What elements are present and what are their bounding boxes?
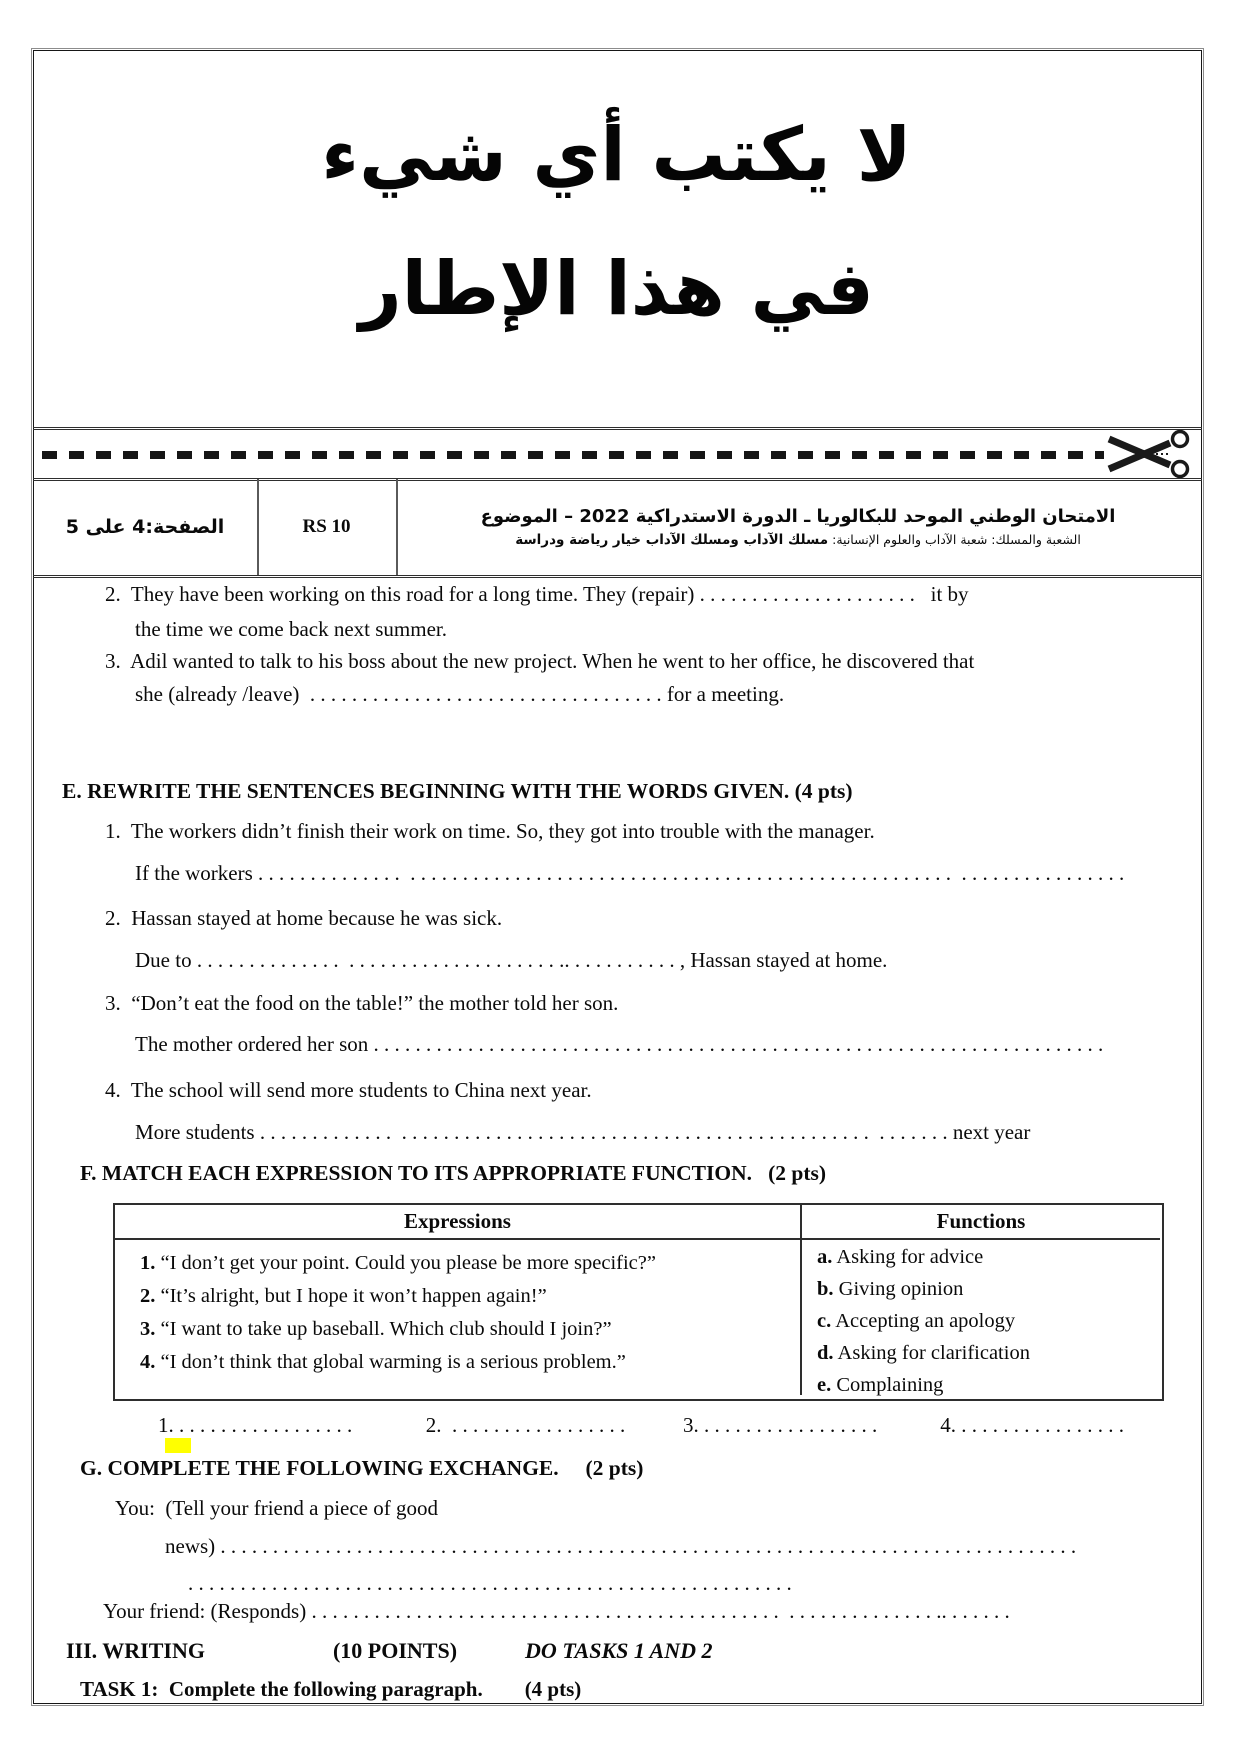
expression-number: 3. <box>140 1318 156 1340</box>
expression-number: 2. <box>140 1285 156 1307</box>
function-letter: a. <box>817 1246 833 1268</box>
exchange-friend-line: Your friend: (Responds) . . . . . . . . . . . . . . . . . . . . . . . . . . . . . . . . . . . . . . . . . . . . . . . . . . . . . . . . . . . .. . . . . . . <box>103 1599 1010 1623</box>
question-e3-answer-line: The mother ordered her son . . . . . . . . . . . . . . . . . . . . . . . . . . . . . . . . . . . . . . . . . . . . . . . . . . . . . . . . . . . . . . . . . . . . . . <box>135 1032 1104 1056</box>
function-text: Complaining <box>836 1374 944 1396</box>
question-d3-line2: she (already /leave) . . . . . . . . . . . . . . . . . . . . . . . . . . . . . . . . . . for a meeting. <box>135 682 785 706</box>
exam-title-cell <box>396 479 1200 575</box>
expression-item <box>140 1318 612 1341</box>
question-e3: 3. “Don’t eat the food on the table!” the mother told her son. <box>105 991 619 1015</box>
header-bottom-divider <box>33 575 1202 578</box>
function-text: Accepting an apology <box>835 1310 1016 1332</box>
exchange-you-line: You: (Tell your friend a piece of good <box>115 1496 438 1520</box>
functions-column-header: Functions <box>800 1205 1160 1240</box>
function-item <box>817 1342 1030 1365</box>
stream-label: الشعبة والمسلك: شعبة الآداب والعلوم الإنسانية: <box>828 532 1081 547</box>
match-table <box>113 1203 1164 1401</box>
no-write-line-2: في هذا الإطار <box>359 246 874 332</box>
question-d2-line2: the time we come back next summer. <box>135 617 447 641</box>
page-number-cell: الصفحة:4 على 5 <box>65 516 225 538</box>
writing-heading-line <box>66 1638 713 1664</box>
function-text: Giving opinion <box>838 1278 964 1300</box>
cut-dashed-line <box>42 451 1104 459</box>
expression-text: “I want to take up baseball. Which club should I join?” <box>160 1318 612 1340</box>
question-d2-line1: 2. They have been working on this road for a long time. They (repair) . . . . . . . . . . . . . . . . . . . . . it by <box>105 582 969 606</box>
question-e2: 2. Hassan stayed at home because he was sick. <box>105 906 503 930</box>
match-answers-line: 1. . . . . . . . . . . . . . . . . . 2. . . . . . . . . . . . . . . . . . 3. . . . . . . . . . . . . . . . . . 4. . . . . . . . . . . . . . . . . <box>158 1413 1124 1437</box>
frame-bottom-divider <box>33 427 1202 430</box>
question-e1: 1. The workers didn’t finish their work on time. So, they got into trouble with the manager. <box>105 819 875 843</box>
section-e-heading: E. REWRITE THE SENTENCES BEGINNING WITH THE WORDS GIVEN. (4 pts) <box>62 779 853 803</box>
expression-text: “I don’t think that global warming is a serious problem.” <box>160 1351 626 1373</box>
no-write-frame <box>33 88 1200 356</box>
scissors-icon <box>1106 430 1194 483</box>
function-item <box>817 1374 943 1397</box>
writing-points: (10 POINTS) <box>332 1638 458 1663</box>
expression-number: 4. <box>140 1351 156 1373</box>
function-item <box>817 1278 963 1301</box>
exchange-news-line: news) . . . . . . . . . . . . . . . . . . . . . . . . . . . . . . . . . . . . . . . . . . . . . . . . . . . . . . . . . . . . . . . . . . . . . . . . . . . . . . . . . . <box>165 1534 1077 1558</box>
function-letter: d. <box>817 1342 834 1364</box>
expression-item <box>140 1252 656 1275</box>
section-f-heading: F. MATCH EACH EXPRESSION TO ITS APPROPRIATE FUNCTION. (2 pts) <box>80 1161 827 1185</box>
task1-heading: TASK 1: Complete the following paragraph. (4 pts) <box>80 1677 582 1701</box>
question-e2-answer-line: Due to . . . . . . . . . . . . . . . . . . . . . . . . . . . . . . . . . . .. . . . . . . . . . . , Hassan stayed at home. <box>135 948 888 972</box>
expressions-column-header: Expressions <box>115 1205 800 1240</box>
expression-item <box>140 1285 547 1308</box>
reference-code-cell: RS 10 <box>302 516 351 537</box>
question-e4: 4. The school will send more students to China next year. <box>105 1078 592 1102</box>
function-text: Asking for clarification <box>837 1342 1030 1364</box>
expression-item <box>140 1351 626 1374</box>
stream-value: مسلك الآداب ومسلك الآداب خيار رياضة ودراسة <box>515 532 829 548</box>
yellow-highlight-mark <box>165 1438 191 1453</box>
question-e4-answer-line: More students . . . . . . . . . . . . . . . . . . . . . . . . . . . . . . . . . . . . . . . . . . . . . . . . . . . . . . . . . . . . . . . . . next year <box>135 1120 1031 1144</box>
expression-number: 1. <box>140 1252 156 1274</box>
function-letter: e. <box>817 1374 832 1396</box>
question-d3-line1: 3. Adil wanted to talk to his boss about the new project. When he went to her office, he discovered that <box>105 649 975 673</box>
expression-text: “It’s alright, but I hope it won’t happen again!” <box>160 1285 547 1307</box>
function-text: Asking for advice <box>836 1246 984 1268</box>
exam-title: الامتحان الوطني الموحد للبكالوريا ـ الدورة الاستدراكية 2022 – الموضوع <box>480 506 1116 527</box>
function-item <box>817 1310 1015 1333</box>
function-item <box>817 1246 983 1269</box>
function-letter: c. <box>817 1310 832 1332</box>
question-e1-answer-line: If the workers . . . . . . . . . . . . . . . . . . . . . . . . . . . . . . . . . . . . . . . . . . . . . . . . . . . . . . . . . . . . . . . . . . . . . . . . . . . . . . . . . . <box>135 861 1125 885</box>
exam-stream-line <box>515 531 1081 549</box>
exchange-dots-line: . . . . . . . . . . . . . . . . . . . . . . . . . . . . . . . . . . . . . . . . . . . . . . . . . . . . . . . . . . <box>188 1571 792 1595</box>
writing-title: III. WRITING <box>66 1638 205 1663</box>
function-letter: b. <box>817 1278 834 1300</box>
no-write-line-1: لا يكتب أي شيء <box>321 112 912 198</box>
section-g-heading: G. COMPLETE THE FOLLOWING EXCHANGE. (2 pts) <box>80 1456 644 1480</box>
writing-tasks-note: DO TASKS 1 AND 2 <box>525 1638 713 1663</box>
expression-text: “I don’t get your point. Could you please be more specific?” <box>160 1252 656 1274</box>
